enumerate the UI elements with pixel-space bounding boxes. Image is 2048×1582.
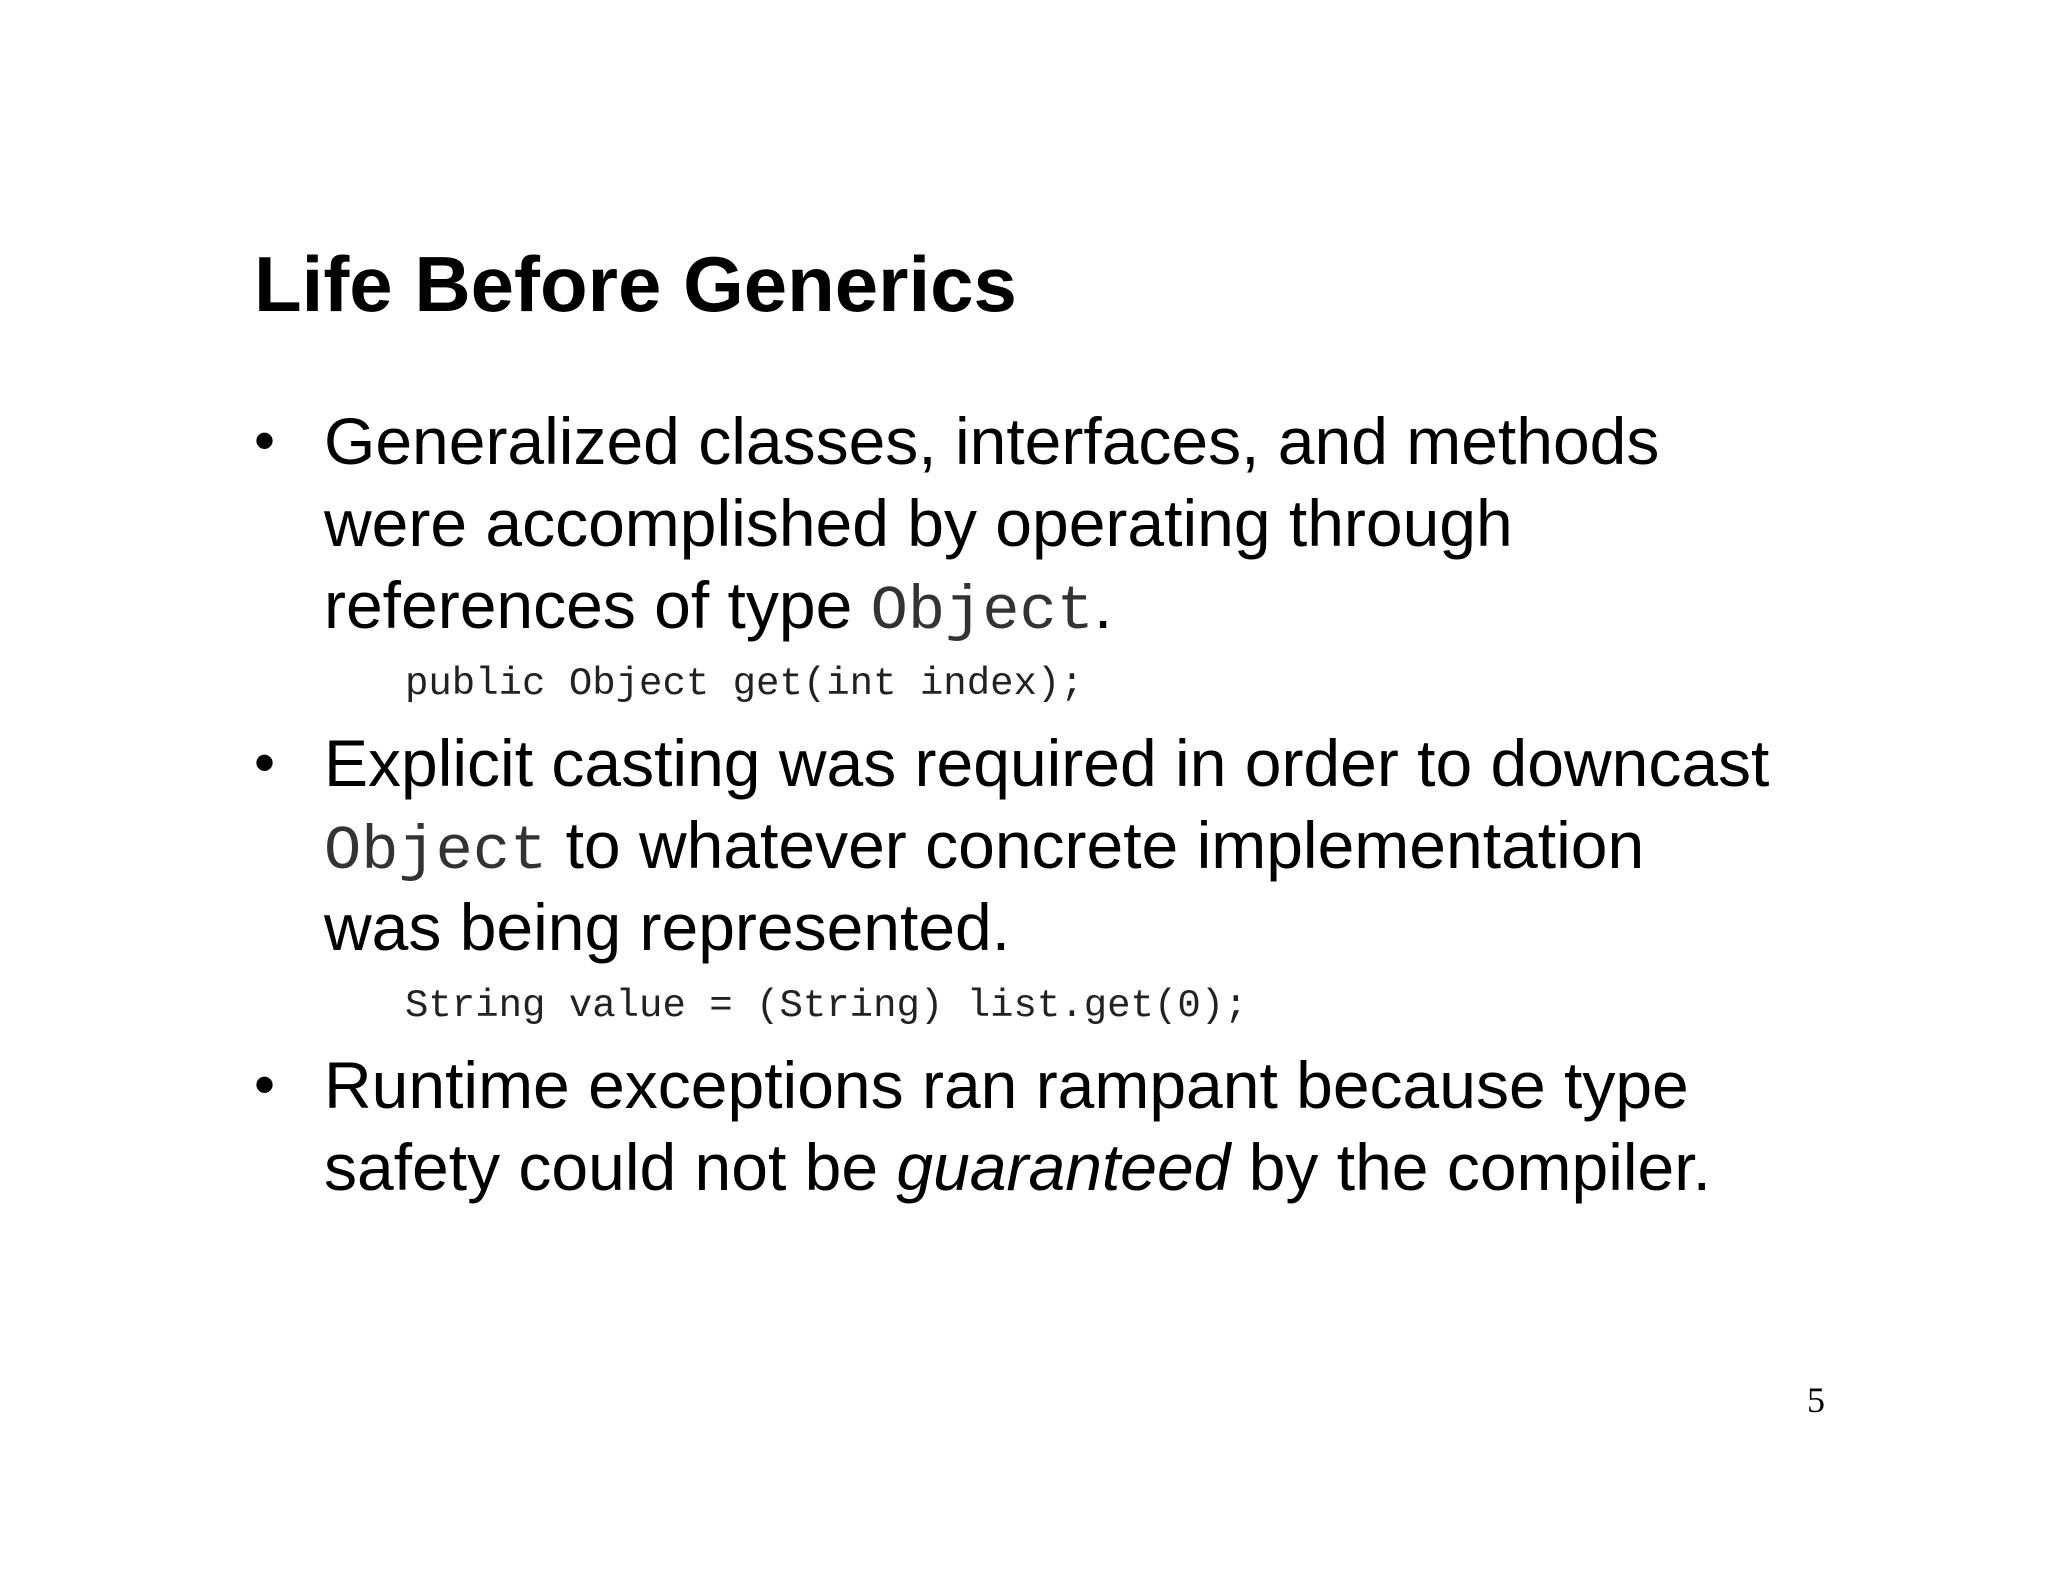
bullet-marker: •: [254, 1051, 276, 1118]
bullet-marker: •: [254, 729, 276, 796]
text-run: by the compiler.: [1230, 1130, 1711, 1204]
bullet-line: Explicit casting was required in order to downcast: [324, 726, 1770, 800]
emphasis-text: guaranteed: [896, 1130, 1231, 1204]
bullet-line: were accomplished by operating through: [324, 486, 1513, 560]
inline-code: Object: [324, 816, 548, 887]
text-run: references of type: [324, 568, 871, 642]
page-number: 5: [1807, 1380, 1825, 1420]
bullet-marker: •: [254, 407, 276, 474]
code-snippet: String value = (String) list.get(0);: [405, 984, 1248, 1028]
inline-code: Object: [870, 576, 1094, 647]
code-snippet: public Object get(int index);: [405, 662, 1084, 706]
bullet-text: [324, 722, 1854, 968]
bullet-line: [324, 804, 1854, 886]
text-run: safety could not be: [324, 1130, 897, 1204]
bullet-line: [324, 1126, 1854, 1208]
bullet-line: Generalized classes, interfaces, and methods: [324, 404, 1660, 478]
bullet-text: [324, 1044, 1854, 1208]
bullet-line: [324, 564, 1854, 646]
bullet-line: Runtime exceptions ran rampant because type: [324, 1048, 1689, 1122]
text-run: .: [1093, 568, 1113, 642]
text-run: to whatever concrete implementation: [547, 808, 1645, 882]
slide-title: Life Before Generics: [254, 240, 1017, 328]
bullet-line: was being represented.: [324, 890, 1011, 964]
bullet-text: [324, 400, 1854, 646]
